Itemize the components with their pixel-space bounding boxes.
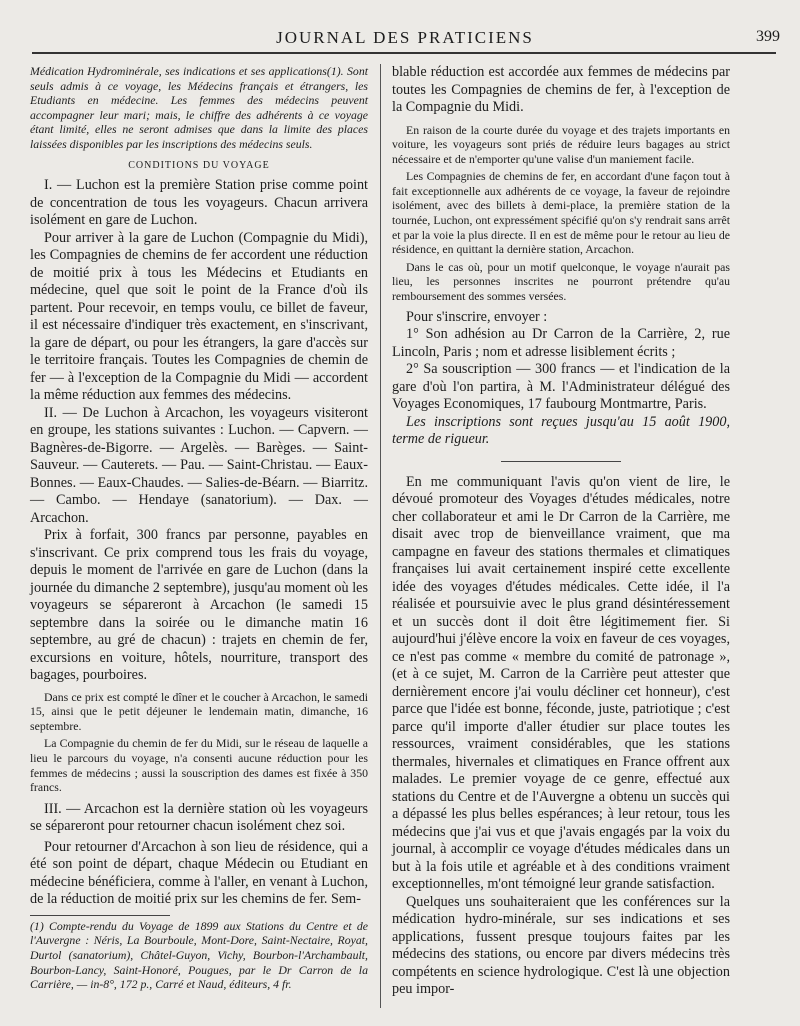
paragraph-8: Pour retourner d'Arcachon à son lieu de résidence, qui a été son point de départ, chaque Médecin ou Etudiant en médecine bénéficiera, comme à l'aller, en venant à Luchon, de la réduction de moitié prix sur les chemins de fer. Sem- [30, 838, 368, 908]
paragraph-7: III. — Arcachon est la dernière station où les voyageurs se sépareront pour retourner chacun isolément chez soi. [30, 800, 368, 835]
paragraph-r7: 2° Sa souscription — 300 francs — et l'indication de la gare d'où l'on partira, à M. l'Administrateur délégué des Voyages Economiques, 17 faubourg Montmartre, Paris. [392, 361, 730, 413]
paragraph-r10: Quelques uns souhaiteraient que les conférences sur la médication hydro-minérale, sur ses indications et ses applications, fussent presque toujours faites par les médecins des stations, ou encore par divers médecins très compétents en science hydrologique. C'est là une objection peu impor- [392, 893, 730, 998]
paragraph-r8: Les inscriptions sont reçues jusqu'au 15 août 1900, terme de rigueur. [392, 413, 730, 448]
paragraph-r1: blable réduction est accordée aux femmes de médecins par toutes les Compagnies de chemins de fer, à l'exception de la Compagnie du Midi. [392, 64, 730, 115]
paragraph-5: Dans ce prix est compté le dîner et le coucher à Arcachon, le samedi 15, ainsi que le petit déjeuner le lendemain matin, dimanche, 16 septembre. [30, 689, 368, 733]
paragraph-r9: En me communiquant l'avis qu'on vient de lire, le dévoué promoteur des Voyages d'études médicales, notre cher collaborateur et ami le Dr Carron de la Carrière, me disait avec trop de bienveillance vraiment, que ma campagne en faveur des stations thermales et climatiques françaises lui avait certainement inspiré cette excellente idée des voyages d'études médicales. Cette idée, il l'a réalisée et poursuivie avec le plus grand désintéressement et un succès dont il doit être légitimement fier. Si aujourd'hui j'élève encore la voix en faveur de ces voyages, ce n'est pas comme « membre du comité de patronage », (et à ce sujet, M. Carron de la Carrière peut attester que dernièrement encore j'ai voulu décliner cet honneur), c'est parce que l'idée est bonne, féconde, juste, patriotique ; c'est parce qu'il importe d'aller étudier sur place toutes les ressources, vraiment considérables, que les stations thermales, hivernales et climatiques en France offrent aux malades. Le premier voyage de ce genre, effectué aux stations du Centre et de l'Auvergne a obtenu un succès qui a dépassé les plus belles espérances; à leur retour, tous les médecins que j'ai vus et que j'avais engagés par la voix du journal, à accomplir ce voyage d'études médicales dans un but à la fois utile et agréable et à des conditions vraiment exceptionnelles, m'ont témoigné leur grande satisfaction. [392, 473, 730, 893]
paragraph-r5: Pour s'inscrire, envoyer : [406, 308, 548, 325]
journal-title: JOURNAL DES PRATICIENS [276, 28, 534, 47]
paragraph-4: Prix à forfait, 300 francs par personne, payables en s'inscrivant. Ce prix comprend tous les frais du voyage, depuis le moment de l'arrivée en gare de Luchon (dans la journée du dimanche 2 septembre), jusqu'au moment où les voyageurs se sépareront à Arcachon (le samedi 15 septembre dans la soirée ou le dimanche matin 16 septembre, au gré de chacun) : trajets en chemin de fer, excursions en voiture, hôtels, nourriture, transport des bagages, pourboires. [30, 527, 368, 684]
paragraph-3: II. — De Luchon à Arcachon, les voyageurs visiteront en groupe, les stations suivantes : Luchon. — Capvern. — Bagnères-de-Bigorre. — Argelès. — Barèges. — Saint-Sauveur. — Cauterets. — Pau. — Saint-Christau. — Eaux-Bonnes. — Eaux-Chaudes. — Salies-de-Béarn. — Biarritz. — Cambo. — Hendaye (sanatorium). — Dax. — Arcachon. [30, 404, 368, 526]
paragraph-2: Pour arriver à la gare de Luchon (Compagnie du Midi), les Compagnies de chemins de fer accordent une réduction de moitié prix à tous les Médecins et Etudiants en médecine, quel que soit le point de la France d'où ils partent. Pour recevoir, en temps voulu, ce billet de faveur, il est nécessaire d'indiquer très exactement, en s'inscrivant, la gare de départ, ou pour les étrangers, la gare d'accès sur le territoire français. Toutes les Compagnies de chemin de fer — à l'exception de la Compagnie du Midi — accordent la même réduction aux femmes des médecins. [30, 229, 368, 404]
paragraph-r2: En raison de la courte durée du voyage et des trajets importants en voiture, les voyageurs sont priés de réduire leurs bagages au strict nécessaire et de n'emporter qu'une valise d'un maniement facile. [392, 122, 730, 166]
paragraph-1: I. — Luchon est la première Station prise comme point de concentration de tous les voyageurs. Chacun arrivera isolément en gare de Luchon. [30, 177, 368, 229]
left-column [30, 64, 368, 992]
column-divider [380, 64, 381, 1008]
paragraph-r3: Les Compagnies de chemins de fer, en accordant d'une façon tout à fait exceptionnelle aux adhérents de ce voyage, la faveur de rejoindre isolément, avec des billets à demi-place, la première station de la tournée, Luchon, ont expressément spécifié qu'on s'y rendrait sans arrêt et par la voie la plus directe. Il en est de même pour le retour au lieu de résidence, en quittant la dernière station, Arcachon. [392, 169, 730, 257]
footnote: (1) Compte-rendu du Voyage de 1899 aux Stations du Centre et de l'Auvergne : Néris, La Bourboule, Mont-Dore, Saint-Nectaire, Royat, Durtol (sanatorium), Châtel-Guyon, Vichy, Bourbon-l'Archambault, Bourbon-Lancy, Saint-Honoré, Pougues, par le Dr Carron de la Carrière, — in-8°, 172 p., Carré et Naud, éditeurs, 4 fr. [30, 918, 368, 992]
page-number: 399 [756, 28, 780, 45]
paragraph-r6: 1° Son adhésion au Dr Carron de la Carrière, 2, rue Lincoln, Paris ; nom et adresse lisiblement écrits ; [392, 326, 730, 360]
footnote-rule [30, 915, 170, 916]
right-column [392, 64, 730, 999]
section-heading: CONDITIONS DU VOYAGE [128, 159, 270, 171]
header-rule [32, 52, 776, 54]
paragraph-6: La Compagnie du chemin de fer du Midi, sur le réseau de laquelle a lieu le parcours du voyage, n'a consenti aucune réduction pour les femmes de médecins ; aussi la souscription des dames est fixée à 350 francs. [30, 736, 368, 795]
intro-paragraph: Médication Hydrominérale, ses indications et ses applications(1). Sont seuls admis à ce voyage, les Médecins français et étrangers, les Etudiants en médecine. Les femmes des médecins peuvent accompagner leur mari; mais, le chiffre des adhérents à ce voyage étant limité, elles ne seront admises que dans la limite des places laissées disponibles par les inscriptions des médecins seuls. [30, 64, 368, 151]
section-separator [501, 461, 621, 462]
paragraph-r4: Dans le cas où, pour un motif quelconque, le voyage n'aurait pas lieu, les personnes inscrites ne pourront prétendre qu'au remboursement des sommes versées. [392, 259, 730, 304]
